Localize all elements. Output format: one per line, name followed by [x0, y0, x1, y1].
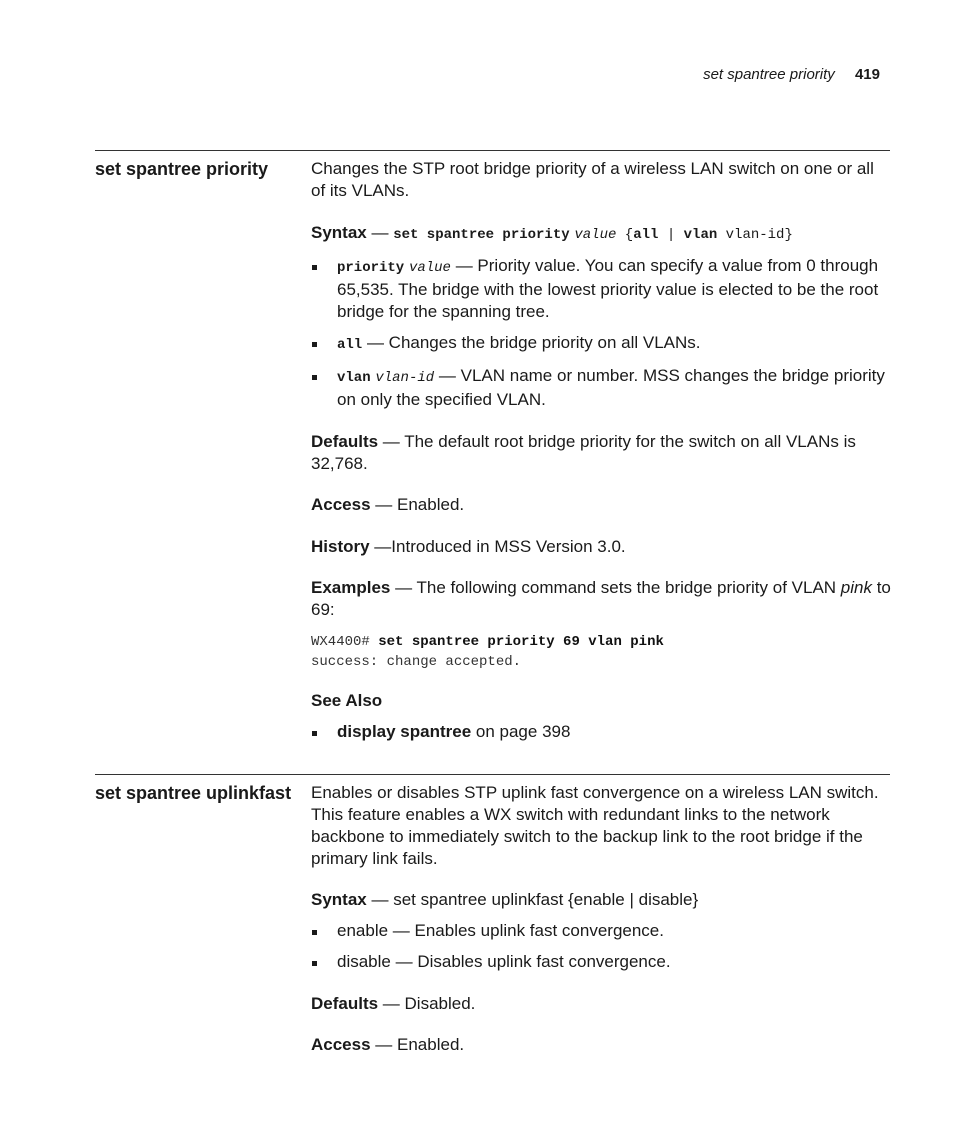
section-title: set spantree priority	[95, 159, 269, 179]
access-label: Access	[311, 1035, 371, 1054]
param-text: — Changes the bridge priority on all VLANs.	[362, 333, 701, 352]
access-label: Access	[311, 495, 371, 514]
param-keyword: priority	[337, 260, 405, 276]
syntax-all: all	[633, 227, 659, 243]
history-label: History	[311, 537, 370, 556]
list-item	[311, 365, 891, 411]
defaults-line	[311, 993, 891, 1015]
description: Enables or disables STP uplink fast convergence on a wireless LAN switch. This feature enables a WX switch with redundant links to the network backbone to immediately switch to the backup link to the root bridge if the primary link fails.	[311, 783, 879, 868]
history-text: —Introduced in MSS Version 3.0.	[369, 537, 626, 556]
access-text: — Enabled.	[370, 1035, 465, 1054]
param-text: — Priority value. You can specify a value from 0 through 65,535. The bridge with the lowest priority value is elected to be the root bridge for the spanning tree.	[337, 256, 879, 321]
syntax-vlan-id: vlan-id}	[717, 227, 793, 243]
syntax-text: — set spantree uplinkfast {enable | disable}	[366, 890, 699, 909]
code-block	[311, 632, 891, 672]
examples-line	[311, 577, 891, 621]
access-line	[311, 494, 891, 516]
examples-text: — The following command sets the bridge priority of VLAN	[390, 578, 841, 597]
param-keyword: all	[337, 337, 363, 353]
parameter-list	[311, 255, 891, 411]
defaults-text: — The default root bridge priority for the switch on all VLANs is 32,768.	[311, 432, 856, 473]
code-output: success: change accepted.	[311, 654, 522, 670]
history-line	[311, 536, 891, 558]
parameter-list	[311, 920, 891, 973]
section-body	[311, 158, 891, 743]
running-header	[703, 66, 880, 83]
syntax-line	[311, 889, 891, 911]
section-title: set spantree uplinkfast	[95, 783, 292, 803]
section-divider	[95, 774, 890, 775]
running-title: set spantree priority	[703, 66, 835, 83]
examples-label: Examples	[311, 578, 391, 597]
syntax-label: Syntax	[311, 223, 367, 242]
param-keyword: vlan	[337, 370, 371, 386]
syntax-label: Syntax	[311, 890, 367, 909]
defaults-line	[311, 431, 891, 475]
list-item: disable — Disables uplink fast convergence.	[311, 951, 891, 973]
list-item: enable — Enables uplink fast convergence.	[311, 920, 891, 942]
syntax-command: set spantree priority	[393, 227, 570, 243]
section-body	[311, 782, 891, 1056]
list-item	[311, 255, 891, 323]
param-arg: vlan-id	[375, 370, 435, 386]
access-text: — Enabled.	[370, 495, 465, 514]
separator: —	[366, 223, 394, 242]
list-item	[311, 721, 891, 743]
defaults-label: Defaults	[311, 994, 379, 1013]
list-item	[311, 332, 891, 356]
syntax-line	[311, 222, 891, 246]
examples-vlan-name: pink	[840, 578, 872, 597]
access-line	[311, 1034, 891, 1056]
code-line	[311, 632, 891, 652]
defaults-label: Defaults	[311, 432, 379, 451]
syntax-vlan: vlan	[683, 227, 718, 243]
see-also-list	[311, 721, 891, 743]
see-also-page: on page 398	[471, 722, 571, 741]
syntax-brace: {	[616, 227, 634, 243]
see-also-link[interactable]: display spantree	[337, 722, 472, 741]
param-text: — VLAN name or number. MSS changes the bridge priority on only the specified VLAN.	[337, 366, 885, 409]
see-also-heading: See Also	[311, 691, 383, 710]
param-arg: value	[408, 260, 451, 276]
description: Changes the STP root bridge priority of a wireless LAN switch on one or all of its VLANs.	[311, 159, 874, 200]
examples-text-end: to 69:	[311, 578, 891, 619]
page-number: 419	[854, 66, 880, 83]
syntax-pipe: |	[658, 227, 684, 243]
code-command: set spantree priority 69 vlan pink	[378, 634, 664, 650]
code-prompt: WX4400#	[311, 634, 379, 650]
syntax-value: value	[574, 227, 617, 243]
section-divider	[95, 150, 890, 151]
defaults-text: — Disabled.	[378, 994, 476, 1013]
